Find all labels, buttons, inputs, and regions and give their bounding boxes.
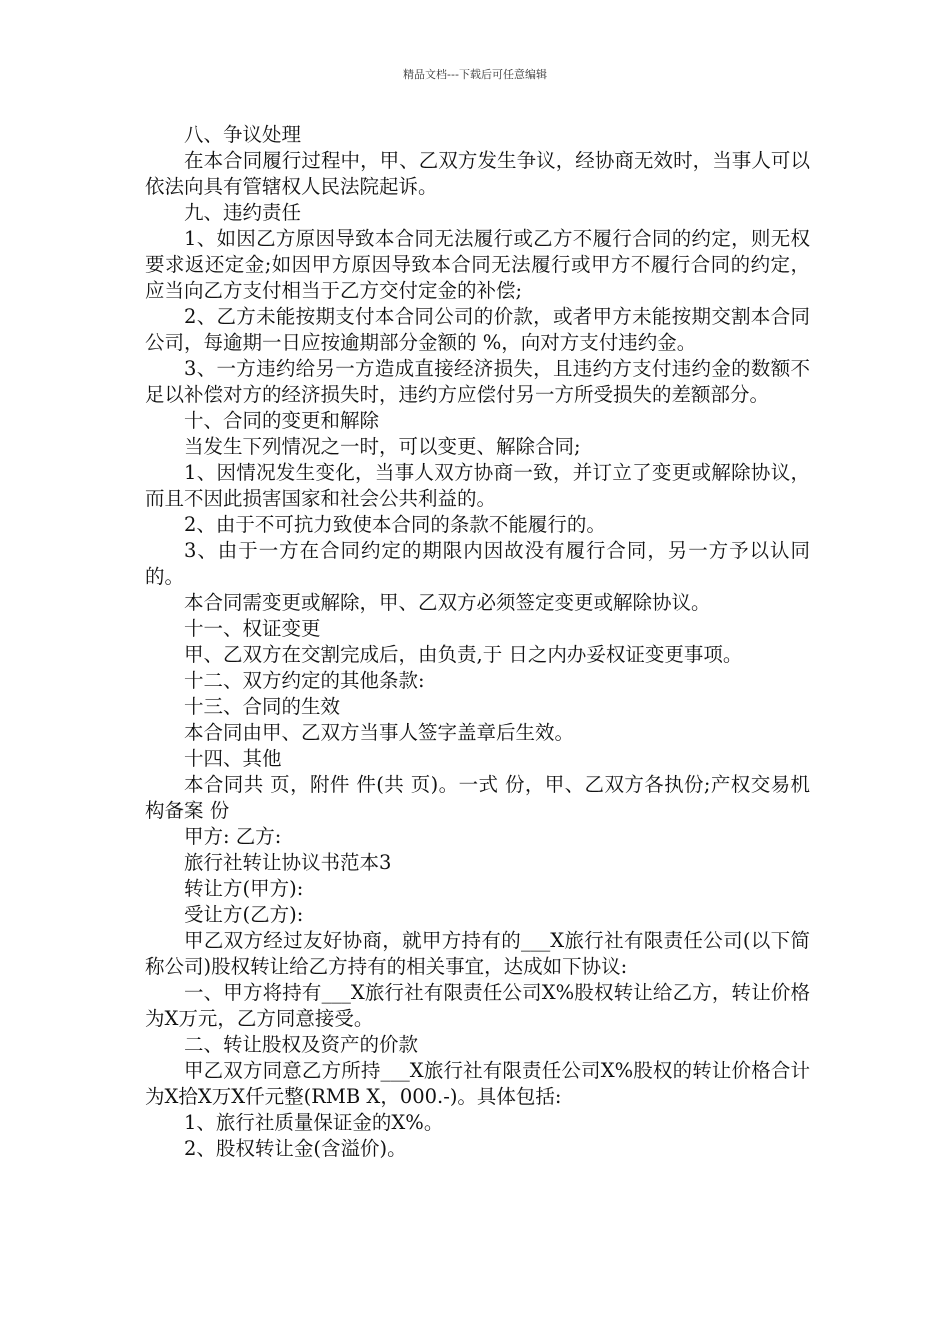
list-item: 2、股权转让金(含溢价)。 — [184, 1137, 407, 1160]
paragraph: 本合同共 页，附件 件(共 页)。一式 份，甲、乙双方各执份;产权交易机构备案 份 — [145, 773, 810, 822]
paragraph: 甲、乙双方在交割完成后，由负责,于 日之内办妥权证变更事项。 — [184, 643, 743, 666]
section-heading: 十一、权证变更 — [184, 617, 321, 640]
paragraph: 2、由于不可抗力致使本合同的条款不能履行的。 — [184, 513, 606, 536]
section-heading: 九、违约责任 — [184, 201, 302, 224]
paragraph: 1、因情况发生变化，当事人双方协商一致，并订立了变更或解除协议，而且不因此损害国家和社会公共利益的。 — [145, 461, 810, 510]
section-heading: 十三、合同的生效 — [184, 695, 341, 718]
paragraph: 2、乙方未能按期支付本合同公司的价款，或者甲方未能按期交割本合同公司，每逾期一日应按逾期部分金额的 %，向对方支付违约金。 — [145, 305, 810, 354]
section-heading: 十四、其他 — [184, 747, 282, 770]
list-item: 1、旅行社质量保证金的X%。 — [184, 1111, 444, 1134]
section-heading: 二、转让股权及资产的价款 — [184, 1033, 419, 1056]
paragraph: 甲乙双方经过友好协商，就甲方持有的___X旅行社有限责任公司(以下简称公司)股权转让给乙方持有的相关事宜，达成如下协议: — [145, 929, 810, 978]
paragraph: 1、如因乙方原因导致本合同无法履行或乙方不履行合同的约定，则无权要求返还定金;如因甲方原因导致本合同无法履行或甲方不履行合同的约定，应当向乙方支付相当于乙方交付定金的补偿; — [145, 227, 810, 302]
document-body — [145, 122, 810, 1162]
paragraph: 3、一方违约给另一方造成直接经济损失，且违约方支付违约金的数额不足以补偿对方的经济损失时，违约方应偿付另一方所受损失的差额部分。 — [145, 357, 810, 406]
party-line: 转让方(甲方): — [184, 877, 304, 900]
party-line: 受让方(乙方): — [184, 903, 304, 926]
section-heading: 十、合同的变更和解除 — [184, 409, 380, 432]
paragraph: 当发生下列情况之一时，可以变更、解除合同; — [184, 435, 581, 458]
document-title: 旅行社转让协议书范本3 — [184, 851, 392, 874]
section-heading: 十二、双方约定的其他条款: — [184, 669, 425, 692]
section-heading: 八、争议处理 — [184, 123, 302, 146]
paragraph: 一、甲方将持有___X旅行社有限责任公司X%股权转让给乙方，转让价格为X万元，乙方同意接受。 — [145, 981, 810, 1030]
paragraph: 本合同由甲、乙双方当事人签字盖章后生效。 — [184, 721, 575, 744]
page-header: 精品文档---下载后可任意编辑 — [403, 68, 547, 81]
signature-line: 甲方: 乙方: — [184, 825, 282, 848]
paragraph: 3、由于一方在合同约定的期限内因故没有履行合同，另一方予以认同的。 — [145, 539, 810, 588]
paragraph: 在本合同履行过程中，甲、乙双方发生争议，经协商无效时，当事人可以依法向具有管辖权人民法院起诉。 — [145, 149, 810, 198]
paragraph: 甲乙双方同意乙方所持___X旅行社有限责任公司X%股权的转让价格合计为X拾X万X仟元整(RMB X，000.-)。具体包括: — [145, 1059, 810, 1108]
paragraph: 本合同需变更或解除，甲、乙双方必须签定变更或解除协议。 — [184, 591, 711, 614]
